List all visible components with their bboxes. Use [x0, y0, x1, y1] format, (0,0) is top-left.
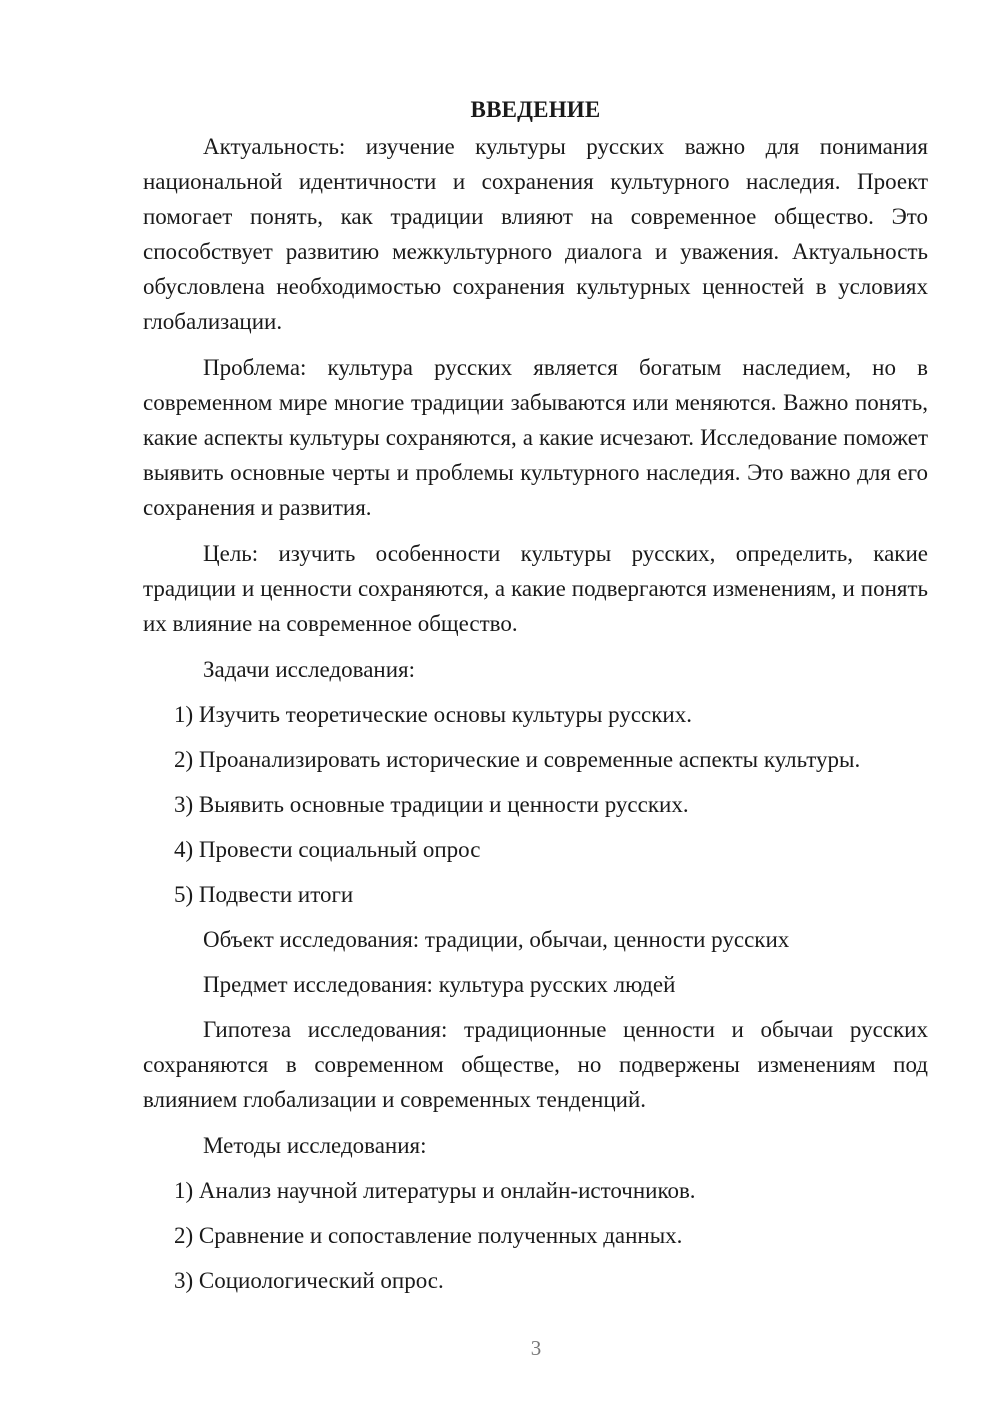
page-number: 3	[530, 1336, 542, 1360]
list-item: 3) Выявить основные традиции и ценности русских.	[174, 792, 689, 817]
problem-paragraph: Проблема: культура русских является богатым наследием, но в современном мире многие традиции забываются или меняются. Важно понять, какие аспекты культуры сохраняются, а какие исчезают. Исследование поможет выявить основные черты и проблемы культурного наследия. Это важно для его сохранения и развития.	[143, 355, 928, 520]
goal-paragraph: Цель: изучить особенности культуры русских, определить, какие традиции и ценности сохраняются, а какие подвергаются изменениям, и понять их влияние на современное общество.	[143, 541, 928, 636]
hypothesis-paragraph: Гипотеза исследования: традиционные ценности и обычаи русских сохраняются в современном обществе, но подвержены изменениям под влиянием глобализации и современных тенденций.	[143, 1017, 928, 1112]
relevance-paragraph: Актуальность: изучение культуры русских важно для понимания национальной идентичности и сохранения культурного наследия. Проект помогает понять, как традиции влияют на современное общество. Это способствует развитию межкультурного диалога и уважения. Актуальность обусловлена необходимостью сохранения культурных ценностей в условиях глобализации.	[143, 134, 928, 334]
object-line: Объект исследования: традиции, обычаи, ценности русских	[203, 927, 790, 952]
list-item: 4) Провести социальный опрос	[174, 837, 481, 862]
page-title: ВВЕДЕНИЕ	[470, 97, 601, 122]
methods-label: Методы исследования:	[203, 1133, 427, 1158]
list-item: 2) Сравнение и сопоставление полученных данных.	[174, 1223, 683, 1248]
list-item: 3) Социологический опрос.	[174, 1268, 444, 1293]
document-body	[143, 92, 928, 1308]
list-item: 2) Проанализировать исторические и современные аспекты культуры.	[174, 747, 861, 772]
tasks-list	[143, 697, 928, 912]
list-item: 1) Изучить теоретические основы культуры русских.	[174, 702, 692, 727]
methods-list	[143, 1173, 928, 1298]
list-item: 1) Анализ научной литературы и онлайн-источников.	[174, 1178, 696, 1203]
subject-line: Предмет исследования: культура русских людей	[203, 972, 676, 997]
list-item: 5) Подвести итоги	[174, 882, 354, 907]
tasks-label: Задачи исследования:	[203, 657, 416, 682]
